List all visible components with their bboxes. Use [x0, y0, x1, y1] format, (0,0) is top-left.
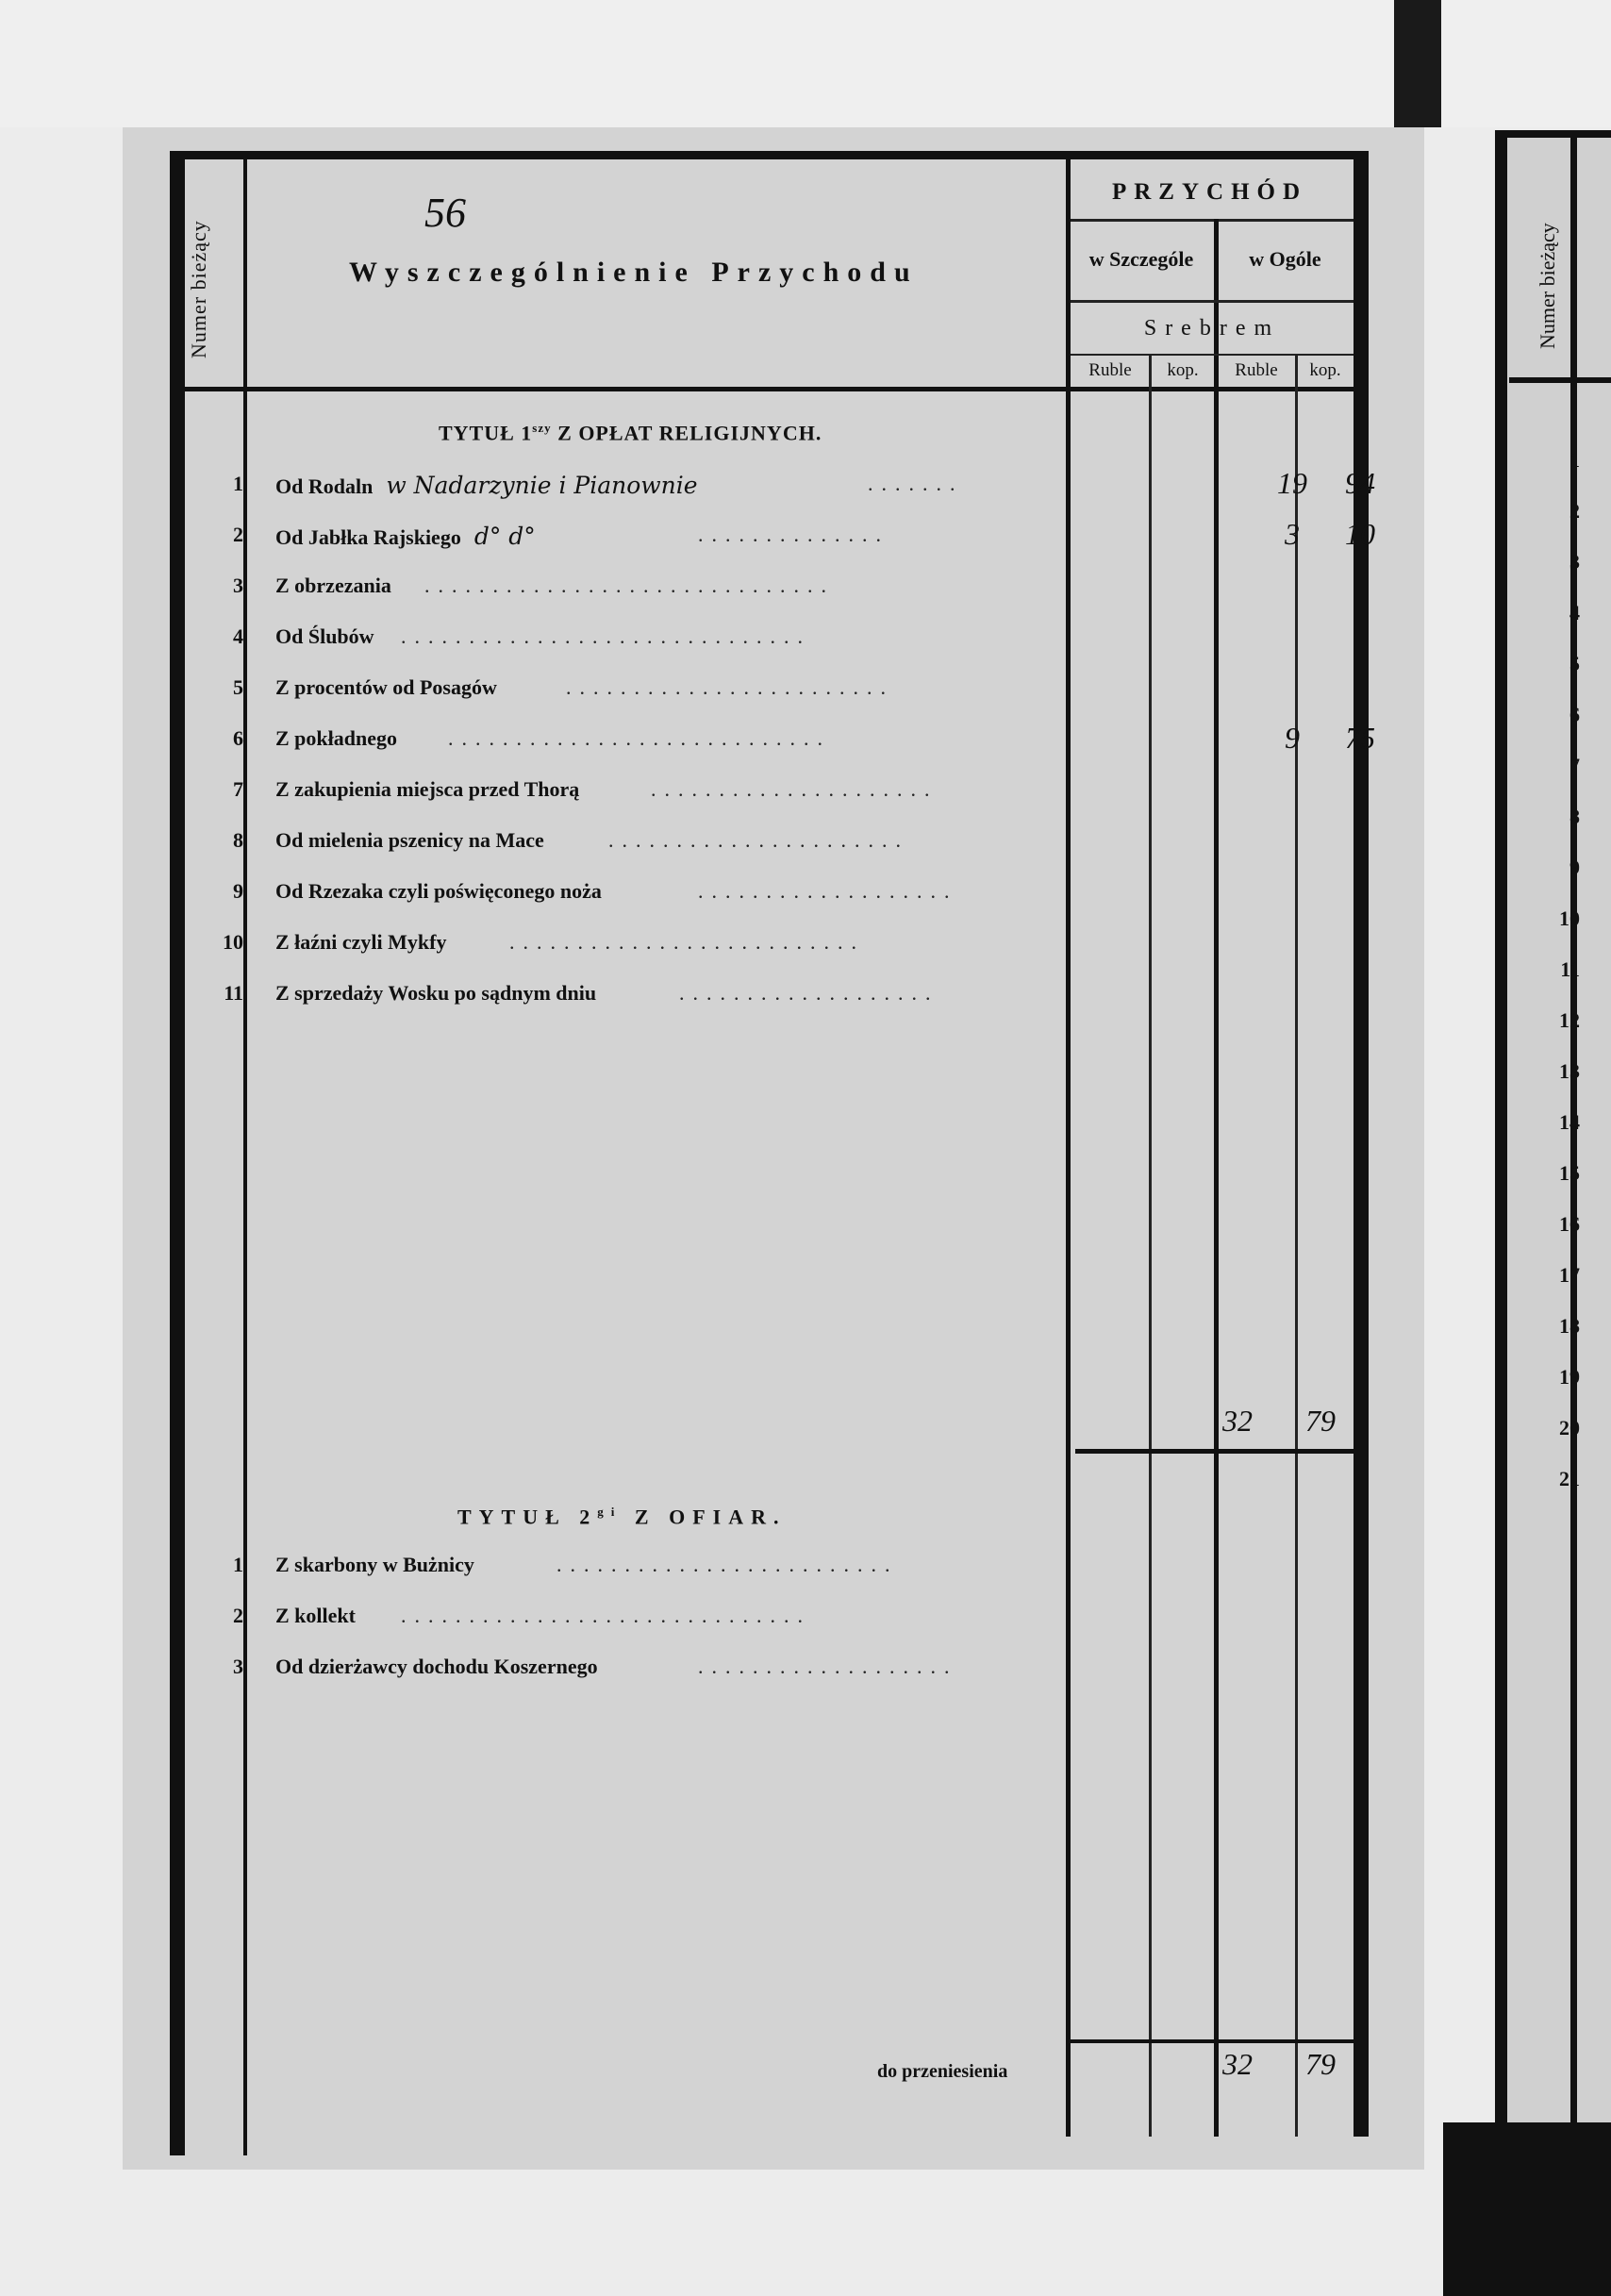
row-label: Od Rodaln w Nadarzynie i Pianownie	[275, 472, 698, 499]
row-number: 4	[1569, 601, 1580, 624]
table-row	[189, 615, 1377, 662]
table-row	[189, 1594, 1377, 1641]
carry-kop: 79	[1305, 2047, 1336, 2081]
row-number: 16	[1559, 1212, 1580, 1236]
row-number: 1	[233, 1553, 243, 1576]
carry-line	[1071, 2039, 1354, 2043]
table-row	[189, 462, 1377, 509]
kop-value: 75	[1345, 721, 1375, 755]
title1-total-ruble: 32	[1222, 1404, 1253, 1438]
book-spine	[1394, 0, 1441, 127]
w-ogole-heading: w Ogóle	[1249, 247, 1321, 271]
w-szczegole-heading: w Szczególe	[1088, 247, 1194, 271]
row-number: 1	[233, 472, 243, 495]
row-number: 6	[1569, 703, 1580, 726]
row-number: 21	[1559, 1467, 1580, 1490]
row-label: Z sprzedaży Wosku po sądnym dniu	[275, 981, 597, 1005]
number-column-divider	[243, 159, 247, 2155]
background-bottom-right	[1443, 2122, 1611, 2296]
table-row	[189, 1543, 1377, 1590]
leader-dots: .......	[868, 472, 964, 495]
row-number: 2	[1569, 499, 1580, 523]
srebrem-top-line	[1071, 300, 1354, 303]
row-number: 9	[1569, 856, 1580, 879]
leader-dots: ..............................	[424, 574, 835, 597]
facing-page-left-border	[1495, 130, 1507, 2130]
ruble-value: 3	[1285, 517, 1300, 551]
row-number: 3	[233, 1655, 243, 1678]
row-number: 10	[1559, 907, 1580, 930]
row-number: 12	[1559, 1008, 1580, 1032]
facing-page-header-line	[1509, 377, 1611, 383]
row-label: Od mielenia pszenicy na Mace	[275, 828, 544, 852]
przychod-divider	[1071, 219, 1354, 222]
row-label: Od Jabłka Rajskiego d° d°	[275, 523, 536, 550]
row-number: 5	[233, 675, 243, 699]
ruble-heading-1: Ruble	[1088, 360, 1132, 380]
leader-dots: ...................	[698, 879, 958, 903]
leader-dots: ..............................	[401, 624, 811, 648]
carry-forward-label: do przeniesienia	[877, 2061, 1008, 2082]
page-number: 56	[424, 190, 466, 236]
leader-dots: ..............	[698, 523, 889, 546]
kop-value: 94	[1345, 466, 1375, 500]
row-number: 9	[233, 879, 243, 903]
units-top-line	[1071, 354, 1354, 356]
leader-dots: ......................	[608, 828, 909, 852]
kop-heading-1: kop.	[1167, 360, 1199, 380]
table-row	[189, 1645, 1377, 1692]
row-number: 11	[224, 981, 243, 1005]
leader-dots: ........................	[566, 675, 894, 699]
leader-dots: ............................	[448, 726, 831, 750]
row-label: Od Ślubów	[275, 624, 374, 648]
row-number: 3	[233, 574, 243, 597]
row-number: 6	[233, 726, 243, 750]
row-label: Od Rzezaka czyli poświęconego noża	[275, 879, 602, 903]
srebrem-heading: Srebrem	[1143, 316, 1281, 341]
kop-value: 10	[1345, 517, 1375, 551]
background-top	[0, 0, 1611, 127]
row-label: Z kollekt	[275, 1604, 356, 1627]
leader-dots: .........................	[556, 1553, 899, 1576]
row-number: 17	[1559, 1263, 1580, 1287]
row-label: Od dzierżawcy dochodu Koszernego	[275, 1655, 598, 1678]
table-row	[189, 666, 1377, 713]
ruble-value: 19	[1277, 466, 1307, 500]
table-row	[189, 564, 1377, 611]
leader-dots: ..........................	[509, 930, 865, 954]
row-label: Z zakupienia miejsca przed Thorą	[275, 777, 580, 801]
row-label: Z łaźni czyli Mykfy	[275, 930, 447, 954]
row-number: 13	[1559, 1059, 1580, 1083]
kop-heading-2: kop.	[1309, 360, 1341, 380]
title1-total-kop: 79	[1305, 1404, 1336, 1438]
table-row	[189, 819, 1377, 866]
facing-page-top-border	[1495, 130, 1611, 138]
handwritten-note: w Nadarzynie i Pianownie	[386, 472, 698, 499]
row-number: 4	[233, 624, 243, 648]
leader-dots: .....................	[651, 777, 938, 801]
row-number: 11	[1560, 957, 1580, 981]
table-row	[189, 870, 1377, 917]
row-label: Z skarbony w Bużnicy	[275, 1553, 474, 1576]
row-number: 2	[233, 523, 243, 546]
page-title: Wyszczególnienie Przychodu	[349, 257, 919, 288]
table-row	[189, 972, 1377, 1019]
row-number: 8	[233, 828, 243, 852]
row-number: 7	[233, 777, 243, 801]
row-number: 10	[223, 930, 243, 954]
frame-top-border	[170, 151, 1354, 159]
row-number: 2	[233, 1604, 243, 1627]
ruble-value: 9	[1285, 721, 1300, 755]
row-number: 5	[1569, 652, 1580, 675]
section-title-1: TYTUŁ $1^{szy}$ Z OPŁAT RELIGIJNYCH.	[439, 421, 822, 445]
leader-dots: ...................	[698, 1655, 958, 1678]
leader-dots: ...................	[679, 981, 939, 1005]
facing-page-row-numbers	[1537, 448, 1580, 1518]
table-row	[189, 768, 1377, 815]
amount-column-divider	[1066, 159, 1071, 2137]
row-label: Z procentów od Posagów	[275, 675, 497, 699]
row-number: 7	[1569, 754, 1580, 777]
section-title-2: TYTUŁ $2^{gi}$ Z OFIAR.	[457, 1505, 787, 1529]
row-number: 15	[1559, 1161, 1580, 1185]
frame-left-border	[170, 151, 185, 2155]
row-number: 20	[1559, 1416, 1580, 1439]
row-label: Z obrzezania	[275, 574, 391, 597]
row-number: 19	[1559, 1365, 1580, 1389]
ruble-heading-2: Ruble	[1235, 360, 1278, 380]
total-line-title1	[1075, 1449, 1354, 1454]
row-number: 8	[1569, 805, 1580, 828]
leader-dots: ..............................	[401, 1604, 811, 1627]
row-number: 1	[1569, 448, 1580, 472]
table-row	[189, 513, 1377, 560]
row-number: 14	[1559, 1110, 1580, 1134]
table-row	[189, 921, 1377, 968]
przychod-heading: PRZYCHÓD	[1111, 179, 1308, 205]
header-bottom-line	[185, 387, 1354, 391]
table-row	[189, 717, 1377, 764]
carry-ruble: 32	[1222, 2047, 1253, 2081]
row-label: Z pokładnego	[275, 726, 397, 750]
row-number: 18	[1559, 1314, 1580, 1338]
row-number: 3	[1569, 550, 1580, 574]
handwritten-note: d° d°	[473, 523, 536, 550]
frame-right-border	[1354, 151, 1369, 2137]
